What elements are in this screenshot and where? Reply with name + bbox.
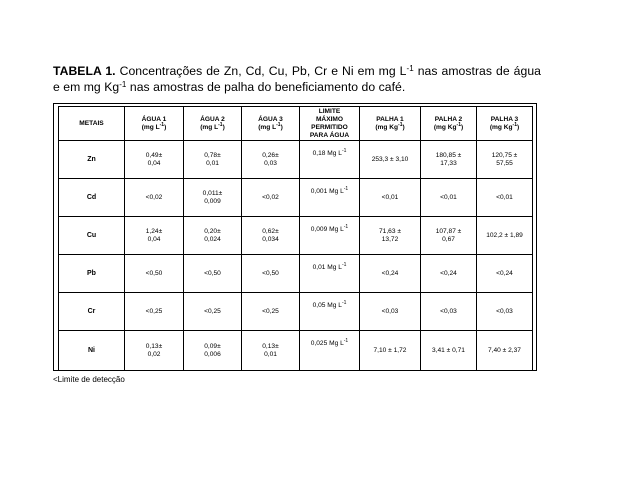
cell-value: 0,05 Mg L [312, 302, 342, 309]
table-cell [125, 331, 184, 371]
cell-value: 0,78± 0,01 [204, 151, 221, 167]
table-row [59, 255, 533, 293]
table-cell [184, 179, 242, 217]
cell-value: 3,41 ± 0,71 [432, 346, 465, 354]
table-row [59, 293, 533, 331]
cell-value: <0,01 [496, 193, 513, 201]
cell-value: 107,87 ± 0,67 [435, 227, 462, 243]
table-cell [477, 331, 533, 371]
unit-exponent: -1 [341, 148, 347, 154]
unit-exponent: -1 [159, 121, 165, 128]
column-header-line: PALHA 2 [434, 115, 463, 123]
column-header [184, 107, 242, 141]
cell-value: <0,01 [381, 193, 399, 201]
column-header [477, 107, 533, 141]
table-row [59, 217, 533, 255]
table-cell [300, 255, 360, 293]
concentration-table [58, 106, 533, 371]
column-header [360, 107, 421, 141]
column-header-line: PERMITIDO [311, 123, 348, 131]
cell-value: <0,24 [381, 269, 399, 277]
unit-exponent: -1 [341, 300, 347, 306]
metal-label: Cu [59, 217, 125, 255]
column-header-line: PALHA 1 [376, 115, 404, 123]
table-cell [360, 141, 421, 179]
table-cell [184, 293, 242, 331]
table-cell [360, 293, 421, 331]
column-header-line: (mg Kg [375, 123, 399, 131]
column-header-line: ÁGUA 3 [258, 115, 283, 123]
table-cell [125, 293, 184, 331]
table-cell [242, 293, 300, 331]
table-cell [184, 141, 242, 179]
caption-text-1: Concentrações de Zn, Cd, Cu, Pb, Cr e Ni em mg L [115, 64, 407, 78]
cell-value: 0,09± 0,006 [204, 342, 221, 358]
table-cell [300, 141, 360, 179]
cell-value: 71,63 ± 13,72 [379, 227, 401, 243]
caption-text-2: nas amostras de água e em mg Kg [53, 64, 541, 94]
table-cell [300, 331, 360, 371]
table-cell [421, 255, 477, 293]
unit-close: ) [164, 123, 167, 131]
table-cell [477, 255, 533, 293]
column-header-line: (mg Kg [489, 123, 513, 131]
cell-value: 7,10 ± 1,72 [373, 346, 407, 354]
column-header [421, 107, 477, 141]
table-cell [242, 331, 300, 371]
cell-value: 0,13± 0,01 [262, 342, 279, 358]
table-cell [242, 255, 300, 293]
cell-value: 0,62± 0,034 [262, 227, 279, 243]
table-cell [477, 217, 533, 255]
cell-value: <0,50 [262, 269, 279, 277]
column-header [300, 107, 360, 141]
table-cell [360, 179, 421, 217]
unit-exponent: -1 [343, 186, 349, 192]
column-header-line: ÁGUA 1 [141, 115, 167, 123]
table-cell [184, 331, 242, 371]
cell-value: <0,50 [204, 269, 221, 277]
unit-exponent: -1 [343, 338, 349, 344]
cell-value: <0,25 [262, 307, 279, 315]
unit-exponent: -1 [218, 121, 223, 128]
table-cell [242, 179, 300, 217]
cell-value: <0,50 [145, 269, 163, 277]
metal-label: Cr [59, 293, 125, 331]
table-cell [184, 255, 242, 293]
unit-close: ) [222, 123, 225, 131]
table-caption [53, 63, 541, 95]
header-row [59, 107, 533, 141]
cell-value: <0,02 [262, 193, 279, 201]
footnote: <Limite de detecção [53, 375, 125, 384]
cell-value: 0,26± 0,03 [262, 151, 279, 167]
table-cell [421, 217, 477, 255]
column-header-line: ÁGUA 2 [200, 115, 225, 123]
column-header-line: (mg L [258, 123, 277, 131]
table-cell [300, 293, 360, 331]
cell-value: 253,3 ± 3,10 [371, 155, 409, 163]
unit-close: ) [402, 123, 405, 131]
column-header-line: (mg L [200, 123, 219, 131]
cell-value: 0,01 Mg L [312, 264, 342, 271]
unit-exponent: -1 [276, 121, 281, 128]
cell-value: 0,025 Mg L [310, 340, 344, 347]
cell-value: 0,011± 0,009 [202, 189, 223, 205]
table-cell [360, 331, 421, 371]
table-cell [477, 179, 533, 217]
cell-value: <0,01 [440, 193, 457, 201]
table-cell [421, 293, 477, 331]
caption-sup-1: -1 [406, 64, 414, 73]
table-cell [125, 255, 184, 293]
table-cell [125, 179, 184, 217]
table-label: TABELA 1. [53, 64, 116, 78]
unit-exponent: -1 [398, 121, 403, 128]
table-cell [360, 255, 421, 293]
table-cell [477, 293, 533, 331]
table-cell [242, 141, 300, 179]
table-cell [300, 179, 360, 217]
cell-value: <0,25 [145, 307, 163, 315]
column-header-line: (mg L [141, 123, 160, 131]
cell-value: <0,03 [440, 307, 457, 315]
cell-value: 0,009 Mg L [310, 226, 344, 233]
table-cell [477, 141, 533, 179]
unit-exponent: -1 [341, 262, 347, 268]
unit-close: ) [460, 123, 464, 131]
table-cell [300, 217, 360, 255]
unit-exponent: -1 [456, 121, 461, 128]
cell-value: 180,85 ± 17,33 [435, 151, 462, 167]
table-cell [421, 179, 477, 217]
table-row [59, 141, 533, 179]
metal-label: Pb [59, 255, 125, 293]
table-cell [242, 217, 300, 255]
metal-label: Cd [59, 179, 125, 217]
cell-value: 0,49± 0,04 [145, 151, 163, 167]
column-header [242, 107, 300, 141]
column-header-line: PALHA 3 [490, 115, 519, 123]
cell-value: <0,24 [496, 269, 513, 277]
table-cell [421, 331, 477, 371]
cell-value: 0,18 Mg L [312, 150, 342, 157]
column-header-line: METAIS [79, 119, 104, 127]
column-header-line: MÁXIMO [315, 115, 344, 123]
unit-close: ) [280, 123, 283, 131]
cell-value: 0,20± 0,024 [204, 227, 221, 243]
cell-value: 102,2 ± 1,89 [486, 231, 523, 239]
unit-exponent: -1 [343, 224, 349, 230]
column-header-line: (mg Kg [433, 123, 457, 131]
column-header [125, 107, 184, 141]
unit-close: ) [516, 123, 520, 131]
caption-sup-2: -1 [119, 80, 127, 89]
caption-text-3: nas amostras de palha do beneficiamento do café. [126, 80, 406, 94]
cell-value: <0,25 [204, 307, 221, 315]
table-cell [125, 141, 184, 179]
table-cell [125, 217, 184, 255]
cell-value: <0,02 [145, 193, 163, 201]
cell-value: 7,40 ± 2,37 [488, 346, 521, 354]
unit-exponent: -1 [512, 121, 517, 128]
table-cell [421, 141, 477, 179]
cell-value: 120,75 ± 57,55 [491, 151, 518, 167]
cell-value: 1,24± 0,04 [145, 227, 163, 243]
cell-value: <0,03 [496, 307, 513, 315]
table-row [59, 331, 533, 371]
column-header-line: LIMITE [318, 107, 341, 115]
table-cell [184, 217, 242, 255]
metal-label: Ni [59, 331, 125, 371]
column-header [59, 107, 125, 141]
table-cell [360, 217, 421, 255]
column-header-line: PARA ÁGUA [309, 131, 350, 139]
cell-value: <0,03 [381, 307, 399, 315]
metal-label: Zn [59, 141, 125, 179]
cell-value: 0,001 Mg L [310, 188, 344, 195]
cell-value: <0,24 [440, 269, 457, 277]
cell-value: 0,13± 0,02 [145, 342, 163, 358]
table-row [59, 179, 533, 217]
